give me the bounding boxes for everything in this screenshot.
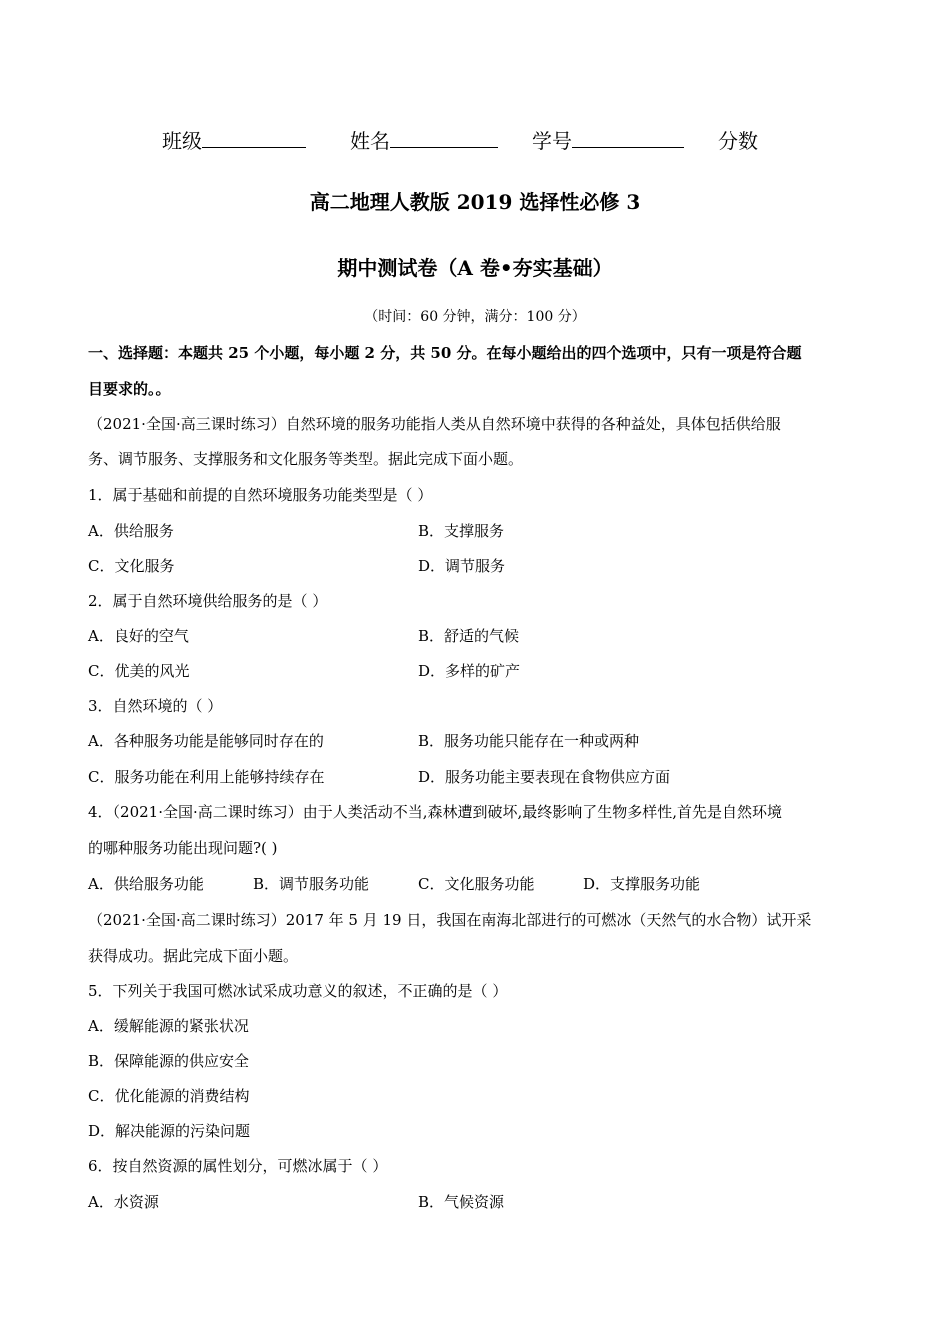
q4-options bbox=[88, 874, 700, 894]
q4-stem-line2: 的哪种服务功能出现问题?( ) bbox=[88, 839, 278, 857]
score-field bbox=[718, 128, 758, 154]
material1-line2: 务、调节服务、支撑服务和文化服务等类型。据此完成下面小题。 bbox=[88, 450, 524, 468]
class-field bbox=[162, 128, 306, 154]
student-info-header bbox=[162, 128, 758, 154]
id-label: 学号 bbox=[532, 129, 572, 153]
q4-stem-line1: 4．（2021·全国·高二课时练习）由于人类活动不当,森林遭到破坏,最终影响了生物多样性,首先是自然环境 bbox=[88, 803, 783, 821]
q2-stem: 2．属于自然环境供给服务的是（ ） bbox=[88, 592, 328, 610]
q4-option-d: D．支撑服务功能 bbox=[583, 875, 701, 893]
q1-option-a: A．供给服务 bbox=[88, 522, 174, 540]
q1-option-c: C．文化服务 bbox=[88, 557, 175, 575]
class-label: 班级 bbox=[162, 129, 202, 153]
exam-title-line1: 高二地理人教版 2019 选择性必修 3 bbox=[309, 190, 641, 214]
class-blank bbox=[202, 129, 306, 148]
q1-option-b: B．支撑服务 bbox=[418, 522, 505, 540]
name-label: 姓名 bbox=[350, 129, 390, 153]
q4-option-a: A．供给服务功能 bbox=[88, 875, 204, 893]
q3-option-c: C．服务功能在利用上能够持续存在 bbox=[88, 768, 325, 786]
q1-option-d: D．调节服务 bbox=[418, 557, 506, 575]
q1-stem: 1．属于基础和前提的自然环境服务功能类型是（ ） bbox=[88, 486, 433, 504]
q6-option-a: A．水资源 bbox=[88, 1193, 159, 1211]
q5-stem: 5．下列关于我国可燃冰试采成功意义的叙述，不正确的是（ ） bbox=[88, 982, 508, 1000]
q6-stem: 6．按自然资源的属性划分，可燃冰属于（ ） bbox=[88, 1157, 388, 1175]
q3-option-b: B．服务功能只能存在一种或两种 bbox=[418, 732, 640, 750]
id-blank bbox=[572, 129, 684, 148]
exam-title-line2: 期中测试卷（A 卷•夯实基础） bbox=[337, 256, 613, 280]
material1-line1: （2021·全国·高三课时练习）自然环境的服务功能指人类从自然环境中获得的各种益处，具体包括供给服 bbox=[88, 415, 781, 433]
q3-stem: 3．自然环境的（ ） bbox=[88, 697, 223, 715]
score-label: 分数 bbox=[718, 129, 758, 153]
q3-option-a: A．各种服务功能是能够同时存在的 bbox=[88, 732, 324, 750]
q6-option-b: B．气候资源 bbox=[418, 1193, 505, 1211]
q2-option-c: C．优美的风光 bbox=[88, 662, 190, 680]
q2-option-d: D．多样的矿产 bbox=[418, 662, 521, 680]
q5-option-d: D．解决能源的污染问题 bbox=[88, 1122, 251, 1140]
name-blank bbox=[390, 129, 498, 148]
q2-option-b: B．舒适的气候 bbox=[418, 627, 520, 645]
q3-option-d: D．服务功能主要表现在食物供应方面 bbox=[418, 768, 671, 786]
name-field bbox=[350, 128, 498, 154]
time-note: （时间：60 分钟，满分：100 分） bbox=[364, 309, 586, 325]
q4-option-b: B．调节服务功能 bbox=[253, 875, 370, 893]
section-heading-line1: 一、选择题：本题共 25 个小题，每小题 2 分，共 50 分。在每小题给出的四个选项中，只有一项是符合题 bbox=[88, 344, 802, 362]
q2-option-a: A．良好的空气 bbox=[88, 627, 189, 645]
q5-option-c: C．优化能源的消费结构 bbox=[88, 1087, 250, 1105]
q4-option-c: C．文化服务功能 bbox=[418, 875, 535, 893]
q5-option-a: A．缓解能源的紧张状况 bbox=[88, 1017, 249, 1035]
id-field bbox=[532, 128, 684, 154]
material2-line2: 获得成功。据此完成下面小题。 bbox=[88, 947, 299, 965]
section-heading-line2: 目要求的。。 bbox=[88, 380, 171, 398]
q5-option-b: B．保障能源的供应安全 bbox=[88, 1052, 250, 1070]
material2-line1: （2021·全国·高二课时练习）2017 年 5 月 19 日，我国在南海北部进行的可燃冰（天然气的水合物）试开采 bbox=[88, 911, 812, 929]
